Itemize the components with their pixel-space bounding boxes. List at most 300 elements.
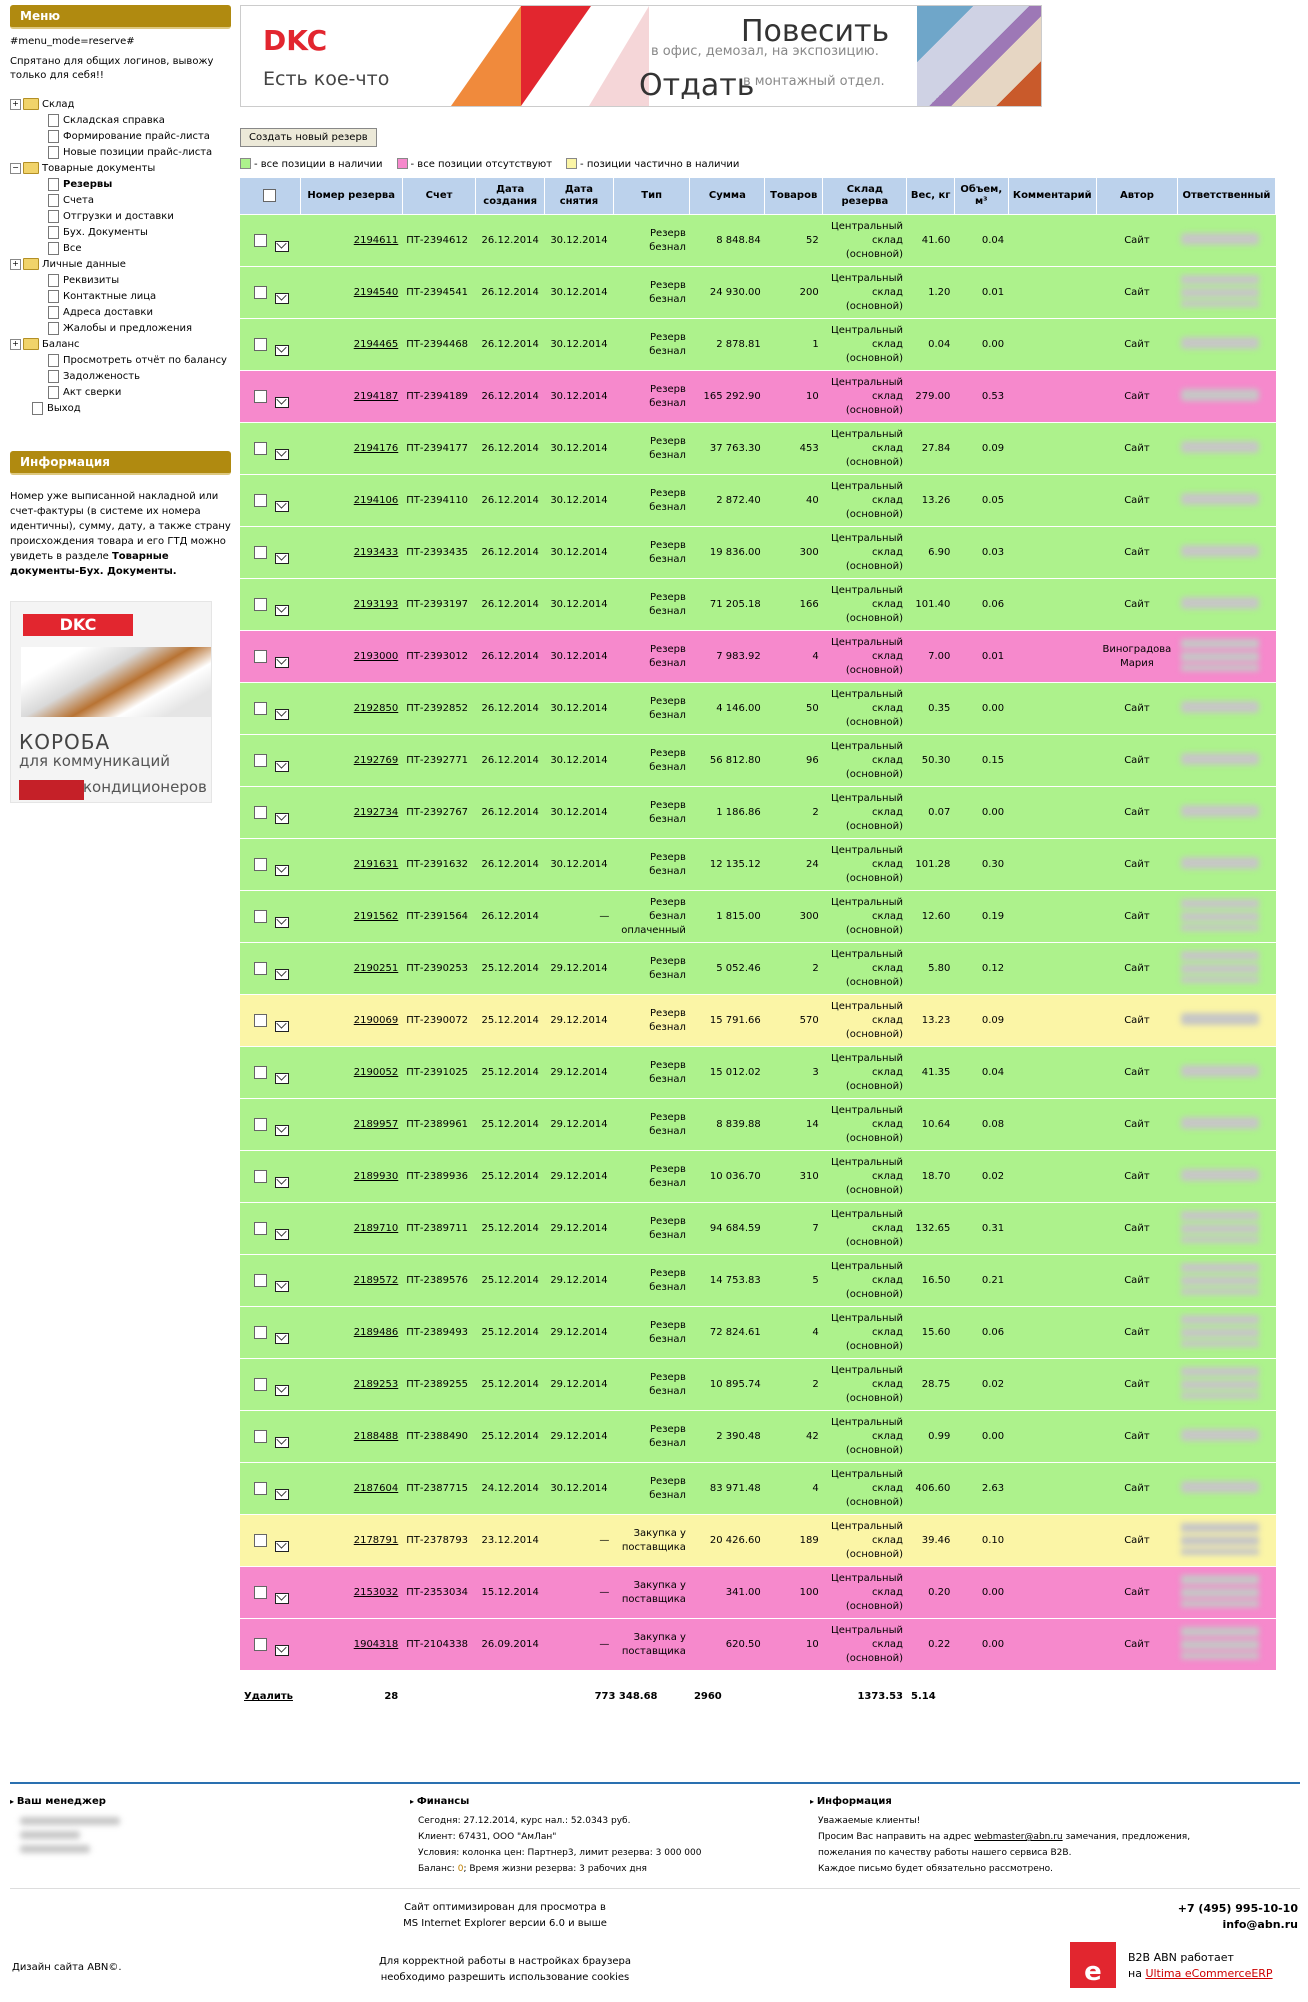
warehouse-cell: Центральный склад (основной)	[823, 683, 907, 735]
reserve-number-cell	[300, 839, 402, 891]
row-checkbox[interactable]	[254, 702, 267, 715]
row-checkbox[interactable]	[254, 390, 267, 403]
row-checkbox[interactable]	[254, 546, 267, 559]
invoice-cell: ПТ-2104338	[402, 1619, 476, 1671]
weight-cell: 13.26	[907, 475, 954, 527]
sum-cell: 1 815.00	[690, 891, 765, 943]
warehouse-cell: Центральный склад (основной)	[823, 371, 907, 423]
responsible-name	[1181, 597, 1259, 609]
footer-divider	[10, 1888, 1300, 1889]
row-checkbox[interactable]	[254, 1430, 267, 1443]
created-date-cell: 26.12.2014	[476, 735, 545, 787]
sum-cell: 15 012.02	[690, 1047, 765, 1099]
responsible-cell	[1177, 1203, 1275, 1255]
type-cell: Резерв безнал	[613, 319, 690, 371]
envelope-icon[interactable]	[275, 1489, 289, 1500]
table-row	[240, 1463, 1276, 1515]
row-checkbox[interactable]	[254, 858, 267, 871]
created-date-cell: 26.12.2014	[476, 787, 545, 839]
menu-item-label: Складская справка	[63, 115, 165, 126]
contact-email[interactable]: info@abn.ru	[1222, 1918, 1298, 1931]
author-cell: Сайт	[1096, 787, 1177, 839]
menu-item[interactable]	[10, 337, 231, 353]
comment-cell	[1008, 995, 1096, 1047]
reserve-number-link[interactable]: 2192769	[353, 755, 399, 766]
reserve-number-cell	[300, 943, 402, 995]
author-cell: Сайт	[1096, 1411, 1177, 1463]
items-count-cell: 1	[765, 319, 823, 371]
legend-swatch	[397, 158, 408, 169]
column-header: Дата создания	[476, 178, 545, 215]
design-credit: Дизайн сайта ABN©.	[12, 1962, 122, 1973]
b2b-text: на	[1128, 1967, 1146, 1980]
author-cell: Сайт	[1096, 1359, 1177, 1411]
menu-item-label: Просмотреть отчёт по балансу	[63, 355, 227, 366]
row-checkbox[interactable]	[254, 598, 267, 611]
author-cell: Сайт	[1096, 527, 1177, 579]
volume-cell: 0.02	[954, 1151, 1008, 1203]
comment-cell	[1008, 1515, 1096, 1567]
row-select-cell	[240, 1463, 300, 1515]
reserve-number-cell	[300, 371, 402, 423]
table-row	[240, 1411, 1276, 1463]
type-cell: Резерв безнал	[613, 371, 690, 423]
total-weight: 1373.53	[823, 1671, 907, 1723]
reserve-number-link[interactable]: 1904318	[353, 1639, 399, 1650]
envelope-icon[interactable]	[275, 761, 289, 772]
comment-cell	[1008, 215, 1096, 267]
created-date-cell: 26.12.2014	[476, 423, 545, 475]
author-cell: Сайт	[1096, 475, 1177, 527]
reserve-number-link[interactable]: 2194176	[353, 443, 399, 454]
weight-cell: 50.30	[907, 735, 954, 787]
warehouse-cell: Центральный склад (основной)	[823, 1255, 907, 1307]
menu-header: Меню	[10, 5, 231, 29]
expand-icon[interactable]: +	[10, 259, 21, 270]
menu-item[interactable]	[10, 241, 231, 257]
reserve-number-link[interactable]: 2194611	[353, 235, 399, 246]
reserve-number-link[interactable]: 2189930	[353, 1171, 399, 1182]
row-select-cell	[240, 423, 300, 475]
menu-item-label: Жалобы и предложения	[63, 323, 193, 334]
total-sum: 773 348.68	[545, 1671, 690, 1723]
items-count-cell: 14	[765, 1099, 823, 1151]
menu-item[interactable]	[10, 353, 231, 369]
reserve-number-link[interactable]: 2190052	[353, 1067, 399, 1078]
row-select-cell	[240, 371, 300, 423]
items-count-cell: 2	[765, 1359, 823, 1411]
invoice-cell: ПТ-2389936	[402, 1151, 476, 1203]
legend-label: - все позиции отсутствуют	[410, 158, 553, 170]
type-cell: Резерв безнал	[613, 839, 690, 891]
menu-item[interactable]	[10, 385, 231, 401]
b2b-line: B2B ABN работает	[1128, 1951, 1234, 1964]
row-checkbox[interactable]	[254, 1274, 267, 1287]
row-checkbox[interactable]	[254, 1222, 267, 1235]
reserve-number-link[interactable]: 2178791	[353, 1535, 399, 1546]
menu-item[interactable]	[10, 289, 231, 305]
author-cell: Сайт	[1096, 267, 1177, 319]
envelope-icon[interactable]	[275, 657, 289, 668]
weight-cell: 12.60	[907, 891, 954, 943]
comment-cell	[1008, 527, 1096, 579]
document-icon	[48, 178, 59, 191]
info-text-part: Просим Вас направить на адрес	[818, 1832, 975, 1842]
volume-cell: 0.12	[954, 943, 1008, 995]
responsible-name	[1181, 1013, 1259, 1025]
table-row	[240, 267, 1276, 319]
delete-cell	[240, 1671, 300, 1723]
type-cell: Резерв безнал	[613, 1411, 690, 1463]
ultima-link[interactable]: Ultima eCommerceERP	[1145, 1967, 1273, 1980]
envelope-icon[interactable]	[275, 917, 289, 928]
promo-title: КОРОБА	[19, 730, 111, 754]
promo-banner[interactable]	[10, 601, 212, 803]
row-checkbox[interactable]	[254, 650, 267, 663]
reserve-number-link[interactable]: 2189486	[353, 1327, 399, 1338]
sum-cell: 2 872.40	[690, 475, 765, 527]
removal-date-cell: 29.12.2014	[545, 943, 614, 995]
responsible-name	[1181, 1211, 1259, 1243]
table-row	[240, 527, 1276, 579]
responsible-name	[1181, 639, 1259, 671]
envelope-icon[interactable]	[275, 1593, 289, 1604]
warehouse-cell: Центральный склад (основной)	[823, 1411, 907, 1463]
menu-item[interactable]	[10, 401, 231, 417]
sum-cell: 8 839.88	[690, 1099, 765, 1151]
sum-cell: 1 186.86	[690, 787, 765, 839]
invoice-cell: ПТ-2393012	[402, 631, 476, 683]
row-checkbox[interactable]	[254, 286, 267, 299]
type-cell: Резерв безнал	[613, 631, 690, 683]
reserve-number-cell	[300, 215, 402, 267]
reserve-number-link[interactable]: 2194540	[353, 287, 399, 298]
envelope-icon[interactable]	[275, 1437, 289, 1448]
envelope-icon[interactable]	[275, 345, 289, 356]
expand-icon[interactable]: +	[10, 99, 21, 110]
envelope-icon[interactable]	[275, 1021, 289, 1032]
envelope-icon[interactable]	[275, 1125, 289, 1136]
document-icon	[48, 130, 59, 143]
optimized-line: Сайт оптимизирован для просмотра в	[404, 1902, 606, 1913]
responsible-cell	[1177, 475, 1275, 527]
footer-manager-title: ▸ Ваш менеджер	[10, 1796, 106, 1807]
reserve-number-link[interactable]: 2190069	[353, 1015, 399, 1026]
reserve-number-link[interactable]: 2189710	[353, 1223, 399, 1234]
weight-cell: 0.35	[907, 683, 954, 735]
menu-item-label: Бух. Документы	[63, 227, 148, 238]
volume-cell: 0.04	[954, 215, 1008, 267]
removal-date-cell: 29.12.2014	[545, 1255, 614, 1307]
responsible-cell	[1177, 891, 1275, 943]
items-count-cell: 2	[765, 943, 823, 995]
reserve-number-cell	[300, 1567, 402, 1619]
row-checkbox[interactable]	[254, 1378, 267, 1391]
empty-cell	[476, 1671, 545, 1723]
responsible-cell	[1177, 1047, 1275, 1099]
created-date-cell: 26.12.2014	[476, 631, 545, 683]
menu-item-label: Новые позиции прайс-листа	[63, 147, 213, 158]
created-date-cell: 25.12.2014	[476, 1359, 545, 1411]
table-row	[240, 683, 1276, 735]
invoice-cell: ПТ-2353034	[402, 1567, 476, 1619]
envelope-icon[interactable]	[275, 1281, 289, 1292]
comment-cell	[1008, 475, 1096, 527]
row-checkbox[interactable]	[254, 962, 267, 975]
sum-cell: 165 292.90	[690, 371, 765, 423]
envelope-icon[interactable]	[275, 1177, 289, 1188]
table-row	[240, 1515, 1276, 1567]
warehouse-cell: Центральный склад (основной)	[823, 631, 907, 683]
removal-date-cell: 30.12.2014	[545, 423, 614, 475]
empty-cell	[1096, 1671, 1177, 1723]
type-cell: Резерв безнал	[613, 995, 690, 1047]
total-items: 2960	[690, 1671, 765, 1723]
responsible-cell	[1177, 579, 1275, 631]
invoice-cell: ПТ-2394541	[402, 267, 476, 319]
reserve-number-cell	[300, 1463, 402, 1515]
reserve-number-link[interactable]: 2190251	[353, 963, 399, 974]
items-count-cell: 3	[765, 1047, 823, 1099]
author-cell: Сайт	[1096, 891, 1177, 943]
envelope-icon[interactable]	[275, 241, 289, 252]
banner-decor	[451, 6, 521, 106]
sum-cell: 2 390.48	[690, 1411, 765, 1463]
responsible-cell	[1177, 787, 1275, 839]
reserve-number-link[interactable]: 2193433	[353, 547, 399, 558]
reserve-number-link[interactable]: 2193193	[353, 599, 399, 610]
items-count-cell: 4	[765, 631, 823, 683]
created-date-cell: 25.12.2014	[476, 1047, 545, 1099]
delete-link[interactable]: Удалить	[244, 1691, 293, 1702]
row-checkbox[interactable]	[254, 338, 267, 351]
created-date-cell: 25.12.2014	[476, 1099, 545, 1151]
responsible-name	[1181, 805, 1259, 817]
reserve-number-link[interactable]: 2153032	[353, 1587, 399, 1598]
envelope-icon[interactable]	[275, 865, 289, 876]
responsible-cell	[1177, 1463, 1275, 1515]
table-row	[240, 1567, 1276, 1619]
envelope-icon[interactable]	[275, 813, 289, 824]
info-body: Номер уже выписанной накладной или счет-фактуры (в системе их номера идентичны), сумму, дату, а также страну происхождения товара и его ГТД можно увидеть в разделе	[10, 491, 231, 562]
envelope-icon[interactable]	[275, 1541, 289, 1552]
invoice-cell: ПТ-2389493	[402, 1307, 476, 1359]
menu-item-label: Личные данные	[42, 259, 126, 270]
comment-cell	[1008, 1463, 1096, 1515]
total-count: 28	[300, 1671, 402, 1723]
type-cell: Закупка у поставщика	[613, 1515, 690, 1567]
reserve-number-link[interactable]: 2187604	[353, 1483, 399, 1494]
comment-cell	[1008, 371, 1096, 423]
column-header: Склад резерва	[823, 178, 907, 215]
row-checkbox[interactable]	[254, 1638, 267, 1651]
menu-item-label: Счета	[63, 195, 94, 206]
finance-line: Клиент: 67431, ООО "АмЛан"	[418, 1832, 557, 1842]
footer-info-line: пожелания по качеству работы нашего сервиса B2B.	[818, 1848, 1072, 1858]
info-text	[10, 489, 231, 579]
volume-cell: 0.21	[954, 1255, 1008, 1307]
sum-cell: 24 930.00	[690, 267, 765, 319]
responsible-name	[1181, 1117, 1259, 1129]
reserve-number-link[interactable]: 2193000	[353, 651, 399, 662]
weight-cell: 5.80	[907, 943, 954, 995]
type-cell: Резерв безнал	[613, 1151, 690, 1203]
menu-item[interactable]	[10, 321, 231, 337]
author-cell: Сайт	[1096, 1307, 1177, 1359]
author-cell: Сайт	[1096, 1255, 1177, 1307]
row-checkbox[interactable]	[254, 1118, 267, 1131]
responsible-name	[1181, 951, 1259, 983]
row-checkbox[interactable]	[254, 910, 267, 923]
envelope-icon[interactable]	[275, 1645, 289, 1656]
create-reserve-button[interactable]: Создать новый резерв	[240, 128, 377, 147]
author-cell: Сайт	[1096, 735, 1177, 787]
envelope-icon[interactable]	[275, 1073, 289, 1084]
row-checkbox[interactable]	[254, 494, 267, 507]
reserve-number-link[interactable]: 2192734	[353, 807, 399, 818]
menu-item[interactable]	[10, 161, 231, 177]
envelope-icon[interactable]	[275, 293, 289, 304]
reserve-number-link[interactable]: 2188488	[353, 1431, 399, 1442]
volume-cell: 0.10	[954, 1515, 1008, 1567]
comment-cell	[1008, 1099, 1096, 1151]
removal-date-cell: 29.12.2014	[545, 1151, 614, 1203]
responsible-cell	[1177, 1411, 1275, 1463]
reserve-number-link[interactable]: 2192850	[353, 703, 399, 714]
menu-item[interactable]	[10, 257, 231, 273]
author-cell: Сайт	[1096, 995, 1177, 1047]
envelope-icon[interactable]	[275, 397, 289, 408]
envelope-icon[interactable]	[275, 1229, 289, 1240]
type-cell: Резерв безнал	[613, 527, 690, 579]
responsible-name	[1181, 1169, 1259, 1181]
row-checkbox[interactable]	[254, 1066, 267, 1079]
comment-cell	[1008, 1255, 1096, 1307]
column-header: Ответственный	[1177, 178, 1275, 215]
reserve-number-link[interactable]: 2189253	[353, 1379, 399, 1390]
table-row	[240, 995, 1276, 1047]
reserve-number-link[interactable]: 2191562	[353, 911, 399, 922]
reserve-number-link[interactable]: 2189572	[353, 1275, 399, 1286]
row-checkbox[interactable]	[254, 1482, 267, 1495]
menu-item[interactable]	[10, 177, 231, 193]
sum-cell: 20 426.60	[690, 1515, 765, 1567]
row-select-cell	[240, 787, 300, 839]
envelope-icon[interactable]	[275, 501, 289, 512]
menu-item[interactable]	[10, 369, 231, 385]
menu-item[interactable]	[10, 193, 231, 209]
weight-cell: 132.65	[907, 1203, 954, 1255]
weight-cell: 28.75	[907, 1359, 954, 1411]
volume-cell: 0.03	[954, 527, 1008, 579]
invoice-cell: ПТ-2388490	[402, 1411, 476, 1463]
row-checkbox[interactable]	[254, 754, 267, 767]
row-checkbox[interactable]	[254, 442, 267, 455]
expand-icon[interactable]: +	[10, 339, 21, 350]
row-checkbox[interactable]	[254, 806, 267, 819]
menu-item[interactable]	[10, 145, 231, 161]
envelope-icon[interactable]	[275, 553, 289, 564]
menu-item[interactable]	[10, 129, 231, 145]
volume-cell: 0.15	[954, 735, 1008, 787]
reserve-number-link[interactable]: 2189957	[353, 1119, 399, 1130]
comment-cell	[1008, 683, 1096, 735]
menu-item[interactable]	[10, 305, 231, 321]
created-date-cell: 26.12.2014	[476, 267, 545, 319]
row-checkbox[interactable]	[254, 1326, 267, 1339]
volume-cell: 0.00	[954, 1619, 1008, 1671]
volume-cell: 0.09	[954, 995, 1008, 1047]
reserve-number-link[interactable]: 2194187	[353, 391, 399, 402]
invoice-cell: ПТ-2391025	[402, 1047, 476, 1099]
row-checkbox[interactable]	[254, 1586, 267, 1599]
menu-item[interactable]	[10, 209, 231, 225]
type-cell: Резерв безнал	[613, 683, 690, 735]
envelope-icon[interactable]	[275, 969, 289, 980]
menu-item-label: Задолженость	[63, 371, 140, 382]
volume-cell: 0.09	[954, 423, 1008, 475]
collapse-icon[interactable]: −	[10, 163, 21, 174]
menu-item[interactable]	[10, 225, 231, 241]
reserve-number-cell	[300, 891, 402, 943]
promo-image	[21, 647, 211, 717]
row-checkbox[interactable]	[254, 1170, 267, 1183]
row-checkbox[interactable]	[254, 1534, 267, 1547]
items-count-cell: 310	[765, 1151, 823, 1203]
removal-date-cell: 29.12.2014	[545, 1359, 614, 1411]
menu-item[interactable]	[10, 273, 231, 289]
warehouse-cell: Центральный склад (основной)	[823, 1567, 907, 1619]
total-volume: 5.14	[907, 1671, 954, 1723]
removal-date-cell: 30.12.2014	[545, 371, 614, 423]
removal-date-cell: 30.12.2014	[545, 683, 614, 735]
envelope-icon[interactable]	[275, 709, 289, 720]
envelope-icon[interactable]	[275, 1333, 289, 1344]
column-header: Сумма	[690, 178, 765, 215]
reserve-number-cell	[300, 1151, 402, 1203]
column-header: Счет	[402, 178, 476, 215]
row-select-cell	[240, 1047, 300, 1099]
reserve-number-link[interactable]: 2194106	[353, 495, 399, 506]
envelope-icon[interactable]	[275, 449, 289, 460]
row-select-cell	[240, 1255, 300, 1307]
type-cell: Закупка у поставщика	[613, 1567, 690, 1619]
invoice-cell: ПТ-2394110	[402, 475, 476, 527]
envelope-icon[interactable]	[275, 605, 289, 616]
comment-cell	[1008, 1619, 1096, 1671]
row-checkbox[interactable]	[254, 1014, 267, 1027]
row-select-cell	[240, 319, 300, 371]
weight-cell: 0.07	[907, 787, 954, 839]
envelope-icon[interactable]	[275, 1385, 289, 1396]
menu-item[interactable]	[10, 113, 231, 129]
table-row	[240, 1359, 1276, 1411]
reserve-number-cell	[300, 1619, 402, 1671]
weight-cell: 406.60	[907, 1463, 954, 1515]
webmaster-email-link[interactable]: webmaster@abn.ru	[974, 1832, 1063, 1842]
top-banner[interactable]	[240, 5, 1042, 107]
reserve-number-link[interactable]: 2194465	[353, 339, 399, 350]
reserve-number-link[interactable]: 2191631	[353, 859, 399, 870]
reserve-number-cell	[300, 475, 402, 527]
row-select-cell	[240, 631, 300, 683]
menu-item[interactable]	[10, 97, 231, 113]
type-cell: Резерв безнал	[613, 1099, 690, 1151]
created-date-cell: 25.12.2014	[476, 1151, 545, 1203]
table-row	[240, 943, 1276, 995]
row-checkbox[interactable]	[254, 234, 267, 247]
select-all-checkbox[interactable]	[263, 189, 276, 202]
